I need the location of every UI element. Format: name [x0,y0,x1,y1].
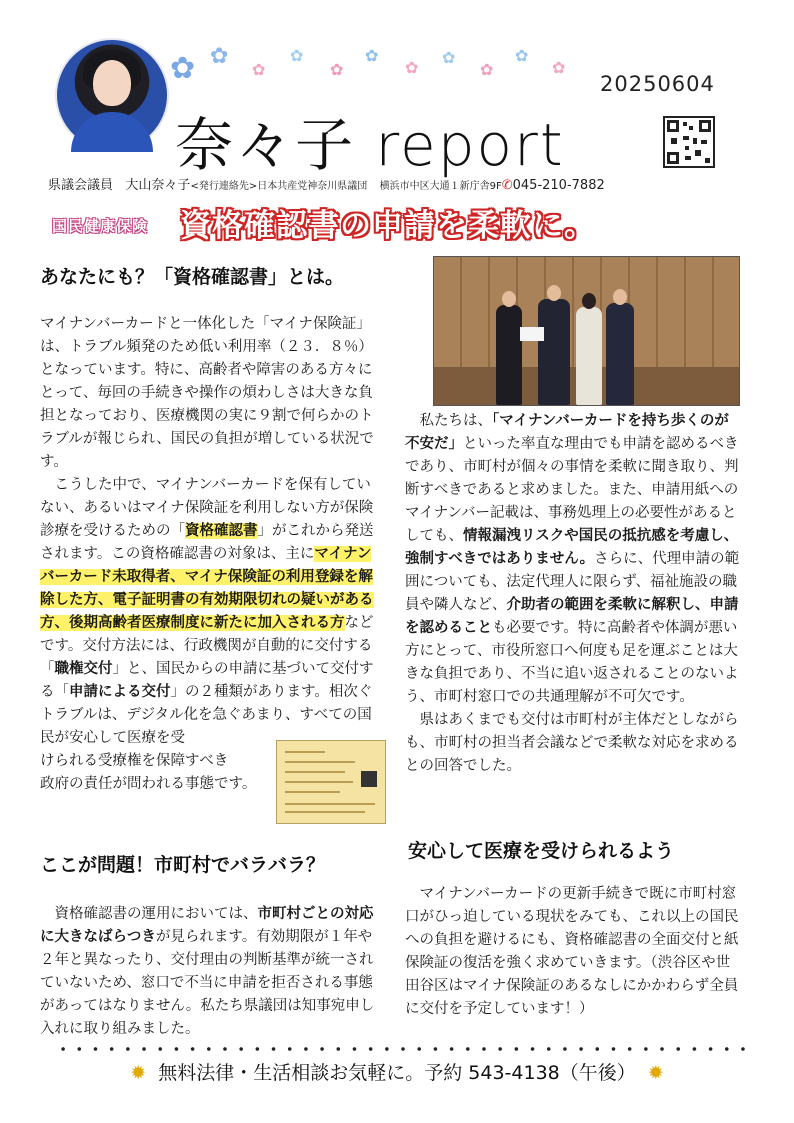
section-heading-problem: ここが問題！市町村でバラバラ？ [40,854,326,876]
bold-text: 申請による交付 [69,684,171,700]
text-span: こうした中で、マイナンバーカードを保有していない、あるいはマイナ保険証を利用しない方が保険診療を受けるための「 [40,477,374,539]
bold-text: 介助者の範囲を柔軟に解釈し、申請を認めること [405,597,739,636]
publisher-label: <発行連絡先>日本共産党神奈川県議団 [190,181,368,192]
text-span: 」と、国民からの申請に基づいて交付する「 [40,661,374,700]
highlight-text: 資格確認書 [185,523,258,539]
text-span: けられる受療権を保障すべき [40,753,229,769]
bold-text: 情報漏洩リスクや国民の抵抗感を考慮し、強制すべきではありません。 [405,528,739,567]
phone-icon: ✆ [501,178,513,193]
issue-date: 20250604 [600,72,715,96]
footer-text: 無料法律・生活相談お気軽に。予約 543-4138（午後） [158,1062,636,1084]
main-headline: 資格確認書の申請を柔軟に。 [180,208,596,244]
office-address: 横浜市中区大通１新庁舎9F [379,181,502,192]
headline-category: 国民健康保険 [52,217,149,235]
closing-paragraph: マイナンバーカードの更新手続きで既に市町村窓口がひっ迫している現状をみても、これ以上の国民への負担を避けるにも、資格確認書の全面交付と紙保険証の復活を強く求めていきます。（渋谷区や世田谷区はマイナ保険証のあるなしにかかわらず全員に交付を予定しています！） [405,886,739,1017]
certificate-card-image [276,740,386,824]
text-span: 資格確認書の運用においては、 [54,906,258,922]
text-span: さらに、代理申請の範囲についても、法定代理人に限らず、福祉施設の職員や隣人など、 [405,551,740,613]
intro-paragraph: マイナンバーカードと一体化した「マイナ保険証」は、トラブル頻発のため低い利用率（２３．８％）となっています。特に、高齢者や障害のある方々にとって、毎回の手続きや操作の煩わしさは大きな負担となっており、医療機関の実に９割で何らかのトラブルが報じられ、国民の負担が増している状況です。 [40,316,374,470]
newsletter-title: 奈々子 report [175,111,565,179]
text-span: が見られます。有効期限が１年や２年と異なったり、交付理由の判断基準が統一されていないため、窓口で不当に申請を拒否される事態があってはなりません。私たち県議団は知事宛申し入れに取り組みました。 [40,929,375,1037]
text-span: などです。交付方法には、行政機関が自動的に交付する「 [40,615,374,677]
text-span: 政府の責任が問われる事態です。 [40,776,257,792]
section-heading-secure-care: 安心して医療を受けられるよう [408,840,675,862]
bold-text: 「マイナンバーカードを持ち歩くのが不安だ」 [405,413,729,452]
sunflower-icon: ✹ [130,1062,147,1084]
contact-info-line [48,174,748,193]
request-paragraph [405,410,741,709]
dotted-divider [55,1045,745,1053]
section-heading-what-is: あなたにも？「資格確認書」とは。 [40,266,345,288]
text-span: 」の２種類があります。相次ぐトラブルは、デジタル化を急ぐあまり、すべての国民が安心して医療を受 [40,684,373,746]
problem-paragraph [40,903,380,1041]
text-span: といった率直な理由でも申請を認めるべきであり、市町村が個々の事情を柔軟に聞き取り、判断すべきであると求めました。また、申請用紙へのマイナンバー記載は、事務処理上の必要性があるとしても、 [405,436,739,544]
member-name: 大山奈々子 [125,178,191,193]
text-span: 」がこれから発送されます。この資格確認書の対象は、主に [40,523,374,562]
left-column-body [40,313,380,796]
hydrangea-decoration: ✿ ✿ ✿ ✿ ✿ ✿ ✿ ✿ ✿ ✿ ✿ [170,44,566,86]
bold-text: 市町村ごとの対応に大きなばらつき [40,906,374,945]
avatar [55,38,169,152]
footer-consultation [0,1058,794,1085]
right-column-body [405,410,741,778]
phone-number[interactable]: 045-210-7882 [512,178,605,193]
role-label: 県議会議員 [48,178,114,193]
prefecture-response-paragraph: 県はあくまでも交付は市町村が主体だとしながらも、市町村の担当者会議などで柔軟な対応を求めるとの回答でした。 [405,712,739,774]
text-span: 私たちは、 [419,413,492,429]
meeting-photo [433,256,740,406]
text-span: も必要です。特に高齢者や体調が悪い方にとって、市役所窓口へ何度も足を運ぶことは大きな負担であり、不当に追い返されることのないよう、市町村窓口での共通理解が不可欠です。 [405,620,739,705]
qr-code-icon[interactable] [663,116,715,168]
sunflower-icon: ✹ [647,1062,664,1084]
bold-text: 職権交付 [54,661,113,677]
highlight-text: マイナンバーカード未取得者、マイナ保険証の利用登録を解除した方、電子証明書の有効期限切れの疑いがある方、後期高齢者医療制度に新たに加入される方 [40,546,374,631]
